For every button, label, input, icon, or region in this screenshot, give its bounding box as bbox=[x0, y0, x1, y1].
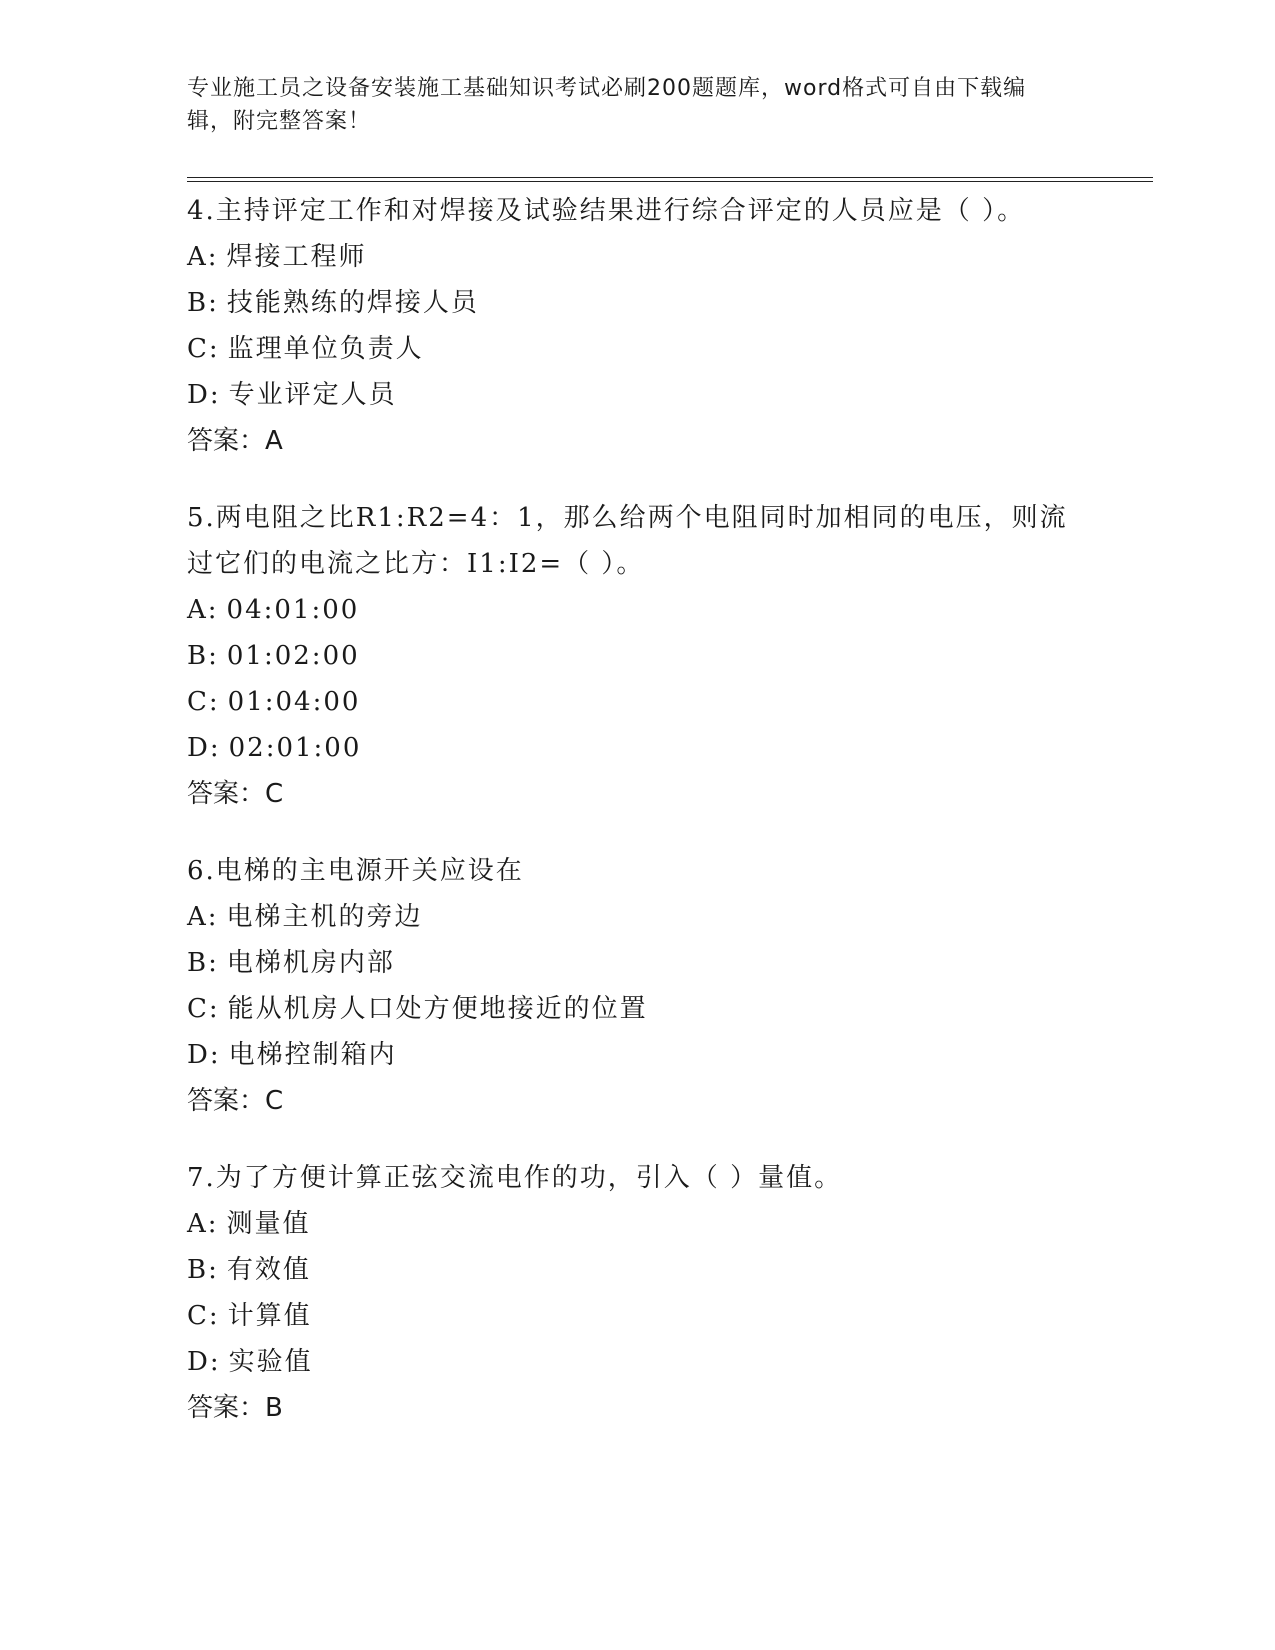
option-b bbox=[187, 280, 1087, 326]
option-key: C: bbox=[187, 994, 220, 1024]
question-text: 7.为了方便计算正弦交流电作的功，引入（ ）量值。 bbox=[187, 1163, 843, 1193]
option-c bbox=[187, 326, 1087, 372]
option-text: 电梯控制箱内 bbox=[228, 1040, 397, 1070]
option-text: 01:04:00 bbox=[227, 687, 361, 717]
option-b bbox=[187, 633, 1087, 679]
option-c bbox=[187, 986, 1087, 1032]
option-d bbox=[187, 725, 1087, 771]
header-divider bbox=[187, 177, 1153, 182]
option-key: A: bbox=[187, 595, 219, 625]
option-key: D: bbox=[187, 1040, 221, 1070]
document-header: 专业施工员之设备安装施工基础知识考试必刷200题题库，word格式可自由下载编辑，附完整答案！ bbox=[187, 76, 1027, 134]
option-key: B: bbox=[187, 288, 219, 318]
option-text: 能从机房人口处方便地接近的位置 bbox=[227, 994, 648, 1024]
option-d bbox=[187, 1339, 1087, 1385]
option-key: B: bbox=[187, 948, 219, 978]
option-text: 专业评定人员 bbox=[228, 380, 397, 410]
option-text: 焊接工程师 bbox=[226, 242, 367, 272]
option-text: 有效值 bbox=[226, 1255, 311, 1285]
option-d bbox=[187, 372, 1087, 418]
question-item bbox=[187, 1155, 1087, 1431]
question-text: 6.电梯的主电源开关应设在 bbox=[187, 856, 524, 886]
option-text: 技能熟练的焊接人员 bbox=[226, 288, 479, 318]
option-key: A: bbox=[187, 242, 219, 272]
option-text: 测量值 bbox=[226, 1209, 311, 1239]
answer-line: 答案：C bbox=[187, 1086, 284, 1116]
option-text: 实验值 bbox=[228, 1347, 313, 1377]
option-text: 监理单位负责人 bbox=[227, 334, 424, 364]
option-key: D: bbox=[187, 733, 221, 763]
option-a bbox=[187, 894, 1087, 940]
question-item bbox=[187, 848, 1087, 1124]
question-text: 5.两电阻之比R1:R2=4：1，那么给两个电阻同时加相同的电压，则流过它们的电流之比方：I1:I2=（ ）。 bbox=[187, 503, 1068, 579]
option-c bbox=[187, 1293, 1087, 1339]
question-item bbox=[187, 495, 1087, 817]
option-key: C: bbox=[187, 334, 220, 364]
answer-line: 答案：C bbox=[187, 779, 284, 809]
option-key: B: bbox=[187, 641, 219, 671]
answer-line: 答案：A bbox=[187, 426, 283, 456]
option-text: 01:02:00 bbox=[226, 641, 360, 671]
option-key: A: bbox=[187, 1209, 219, 1239]
option-key: A: bbox=[187, 902, 219, 932]
option-a bbox=[187, 587, 1087, 633]
option-a bbox=[187, 1201, 1087, 1247]
question-text: 4.主持评定工作和对焊接及试验结果进行综合评定的人员应是（ ）。 bbox=[187, 196, 1026, 226]
option-b bbox=[187, 940, 1087, 986]
option-a bbox=[187, 234, 1087, 280]
option-b bbox=[187, 1247, 1087, 1293]
option-text: 电梯主机的旁边 bbox=[226, 902, 423, 932]
option-text: 04:01:00 bbox=[226, 595, 360, 625]
answer-line: 答案：B bbox=[187, 1393, 283, 1423]
question-list bbox=[187, 188, 1087, 1462]
option-key: D: bbox=[187, 1347, 221, 1377]
option-c bbox=[187, 679, 1087, 725]
option-key: C: bbox=[187, 1301, 220, 1331]
option-key: C: bbox=[187, 687, 220, 717]
option-d bbox=[187, 1032, 1087, 1078]
option-key: B: bbox=[187, 1255, 219, 1285]
question-item bbox=[187, 188, 1087, 464]
option-key: D: bbox=[187, 380, 221, 410]
option-text: 电梯机房内部 bbox=[226, 948, 395, 978]
option-text: 计算值 bbox=[227, 1301, 312, 1331]
option-text: 02:01:00 bbox=[228, 733, 362, 763]
